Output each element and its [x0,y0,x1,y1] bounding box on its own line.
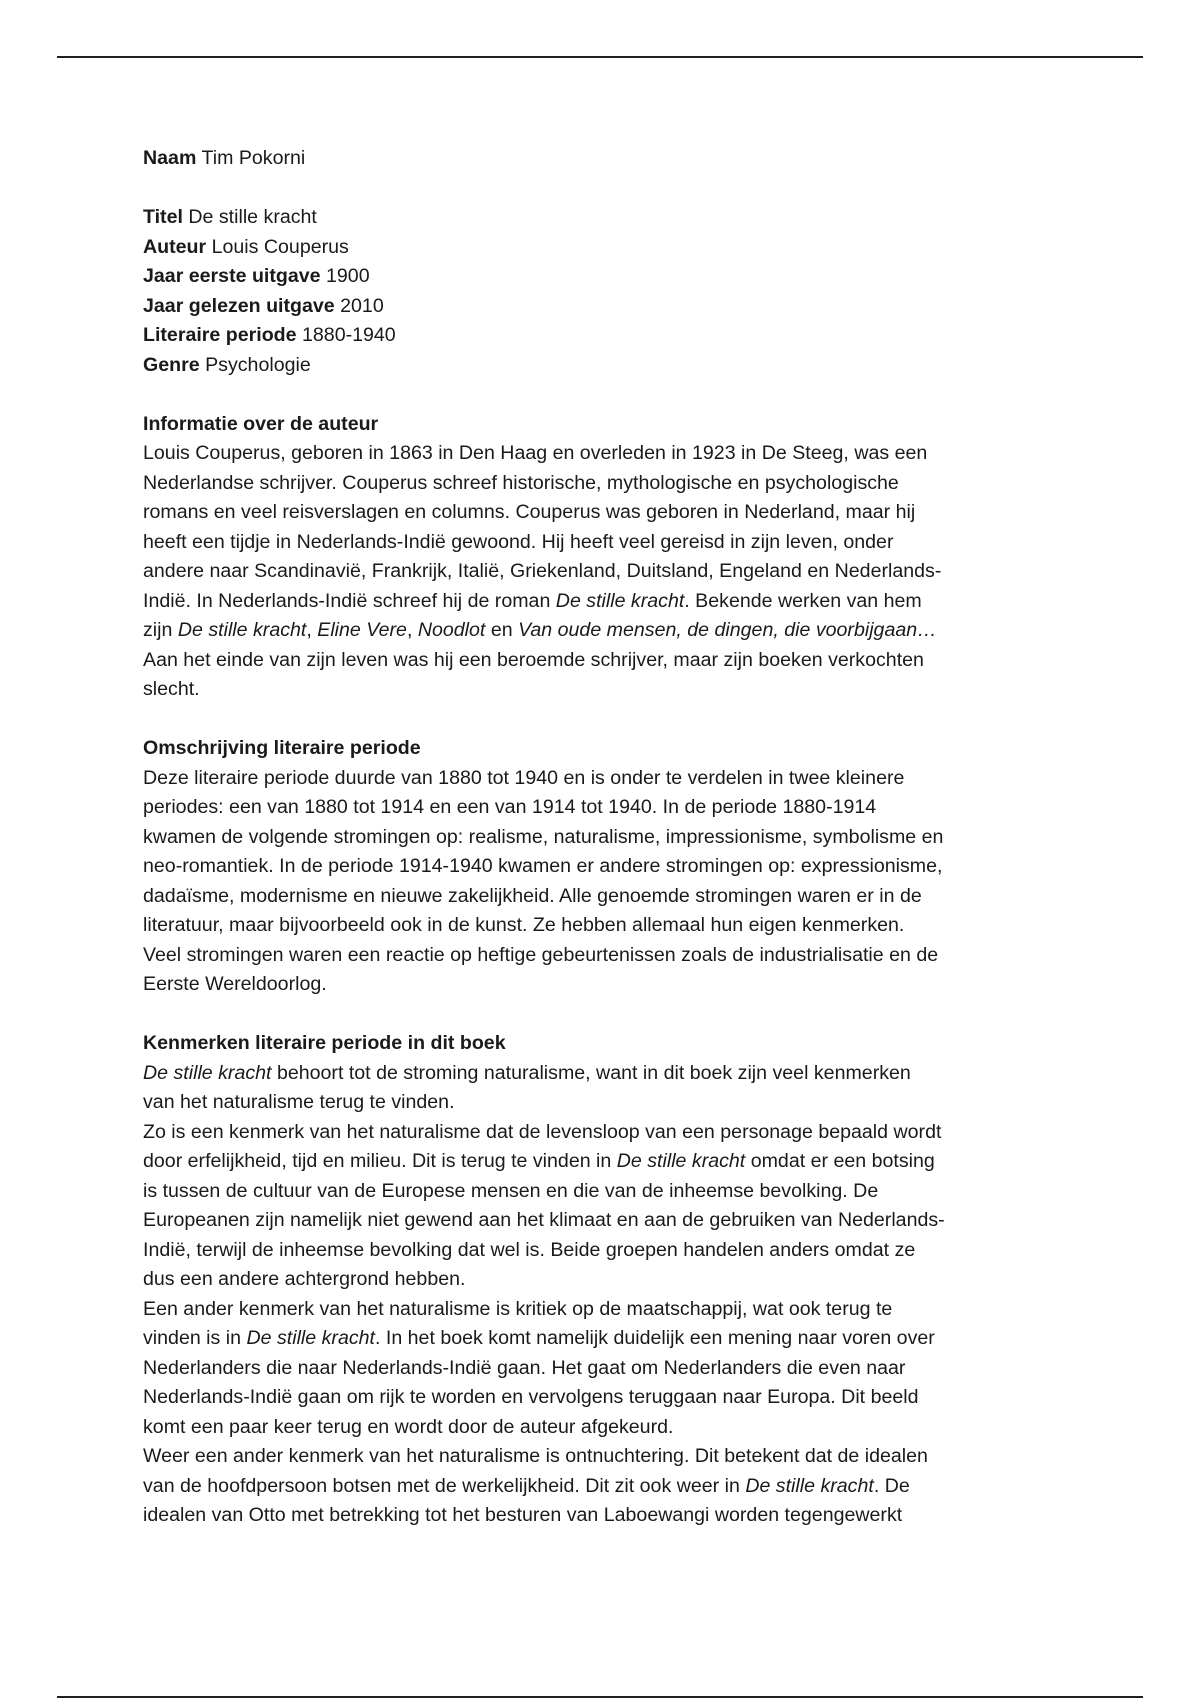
meta-value: De stille kracht [188,206,317,228]
meta-row-genre [143,351,1073,381]
book-title: De stille kracht [745,1474,874,1497]
book-title: De stille kracht [616,1150,746,1172]
paragraph-line: dadaïsme, modernisme en nieuwe zakelijkheid. Alle genoemde stromingen waren er in de [143,884,922,907]
spacer [143,174,1073,204]
paragraph-line: Weer een ander kenmerk van het naturalisme is ontnuchtering. Dit betekent dat de idealen [143,1445,928,1467]
text-run: en [485,619,519,641]
section-heading: Kenmerken literaire periode in dit boek [143,1032,506,1054]
paragraph-line: kwamen de volgende stromingen op: realisme, naturalisme, impressionisme, symbolisme en [143,825,944,848]
paragraph-line [143,1147,1073,1177]
meta-value: Psychologie [205,353,311,376]
paragraph-line: Nederlanders die naar Nederlands-Indië gaan. Het gaat om Nederlanders die even naar [143,1356,906,1379]
paragraph-line: van het naturalisme terug te vinden. [143,1091,455,1113]
book-title: De stille kracht [177,619,307,641]
meta-row-jaar-gelezen [143,292,1073,322]
text-run: door erfelijkheid, tijd en milieu. Dit is terug te vinden in [143,1150,617,1172]
meta-value: 1900 [326,265,370,287]
meta-label: Titel [143,206,183,228]
bottom-rule [57,1696,1143,1698]
meta-label: Literaire periode [143,324,297,346]
paragraph-line: andere naar Scandinavië, Frankrijk, Italië, Griekenland, Duitsland, Engeland en Nederlands- [143,560,942,582]
book-title: Noodlot [417,619,486,641]
text-run: , [306,619,318,641]
text-run: van de hoofdpersoon botsen met de werkelijkheid. Dit zit ook weer in [143,1474,746,1497]
text-run: . De [873,1474,910,1497]
paragraph-line: Nederlands-Indië gaan om rijk te worden en vervolgens teruggaan naar Europa. Dit beeld [143,1386,919,1408]
paragraph-line: Een ander kenmerk van het naturalisme is kritiek op de maatschappij, wat ook terug te [143,1297,893,1320]
paragraph-line: Aan het einde van zijn leven was hij een beroemde schrijver, maar zijn boeken verkochten [143,648,924,671]
paragraph-line: romans en veel reisverslagen en columns. Couperus was geboren in Nederland, maar hij [143,501,916,523]
top-rule [57,56,1143,58]
paragraph-line: idealen van Otto met betrekking tot het besturen van Laboewangi worden tegengewerkt [143,1504,903,1526]
naam-line [143,144,1073,174]
paragraph-line: Deze literaire periode duurde van 1880 tot 1940 en is onder te verdelen in twee kleinere [143,766,905,789]
naam-value: Tim Pokorni [201,147,306,169]
text-run: . In het boek komt namelijk duidelijk een mening naar voren over [374,1327,935,1349]
meta-block [143,203,1073,380]
paragraph-line: is tussen de cultuur van de Europese mensen en die van de inheemse bevolking. De [143,1179,879,1202]
meta-row-titel [143,203,1073,233]
paragraph-line [143,587,1073,617]
paragraph-line: Nederlandse schrijver. Couperus schreef historische, mythologische en psychologische [143,471,899,494]
meta-label: Jaar gelezen uitgave [143,294,335,317]
text-run: behoort tot de stroming naturalisme, want in dit boek zijn veel kenmerken [271,1061,911,1084]
paragraph-line: Europeanen zijn namelijk niet gewend aan het klimaat en aan de gebruiken van Nederlands- [143,1209,945,1231]
paragraph-line: slecht. [143,678,200,700]
text-run: , [406,619,418,641]
spacer [143,380,1073,410]
meta-label: Genre [143,353,200,376]
paragraph-line [143,1472,1073,1502]
meta-row-auteur [143,233,1073,263]
text-run: . Bekende werken van hem [684,589,922,612]
paragraph-line: Indië, terwijl de inheemse bevolking dat wel is. Beide groepen handelen anders omdat ze [143,1238,916,1261]
paragraph-line: periodes: een van 1880 tot 1914 en een van 1914 tot 1940. In de periode 1880-1914 [143,796,877,818]
section-heading: Informatie over de auteur [143,412,379,435]
meta-row-literaire-periode [143,321,1073,351]
meta-row-jaar-eerste [143,262,1073,292]
text-run: zijn [143,619,178,641]
meta-label: Jaar eerste uitgave [143,265,321,287]
text-run: omdat er een botsing [745,1150,935,1172]
section-auteur [143,410,1073,705]
paragraph-line: Veel stromingen waren een reactie op heftige gebeurtenissen zoals de industrialisatie en de [143,943,939,966]
book-title: De stille kracht [246,1327,375,1349]
spacer [143,1000,1073,1030]
section-heading: Omschrijving literaire periode [143,737,421,759]
paragraph-line: heeft een tijdje in Nederlands-Indië gewoond. Hij heeft veel gereisd in zijn leven, onder [143,530,894,553]
meta-label: Auteur [143,235,207,258]
paragraph-line [143,1324,1073,1354]
paragraph-line: Louis Couperus, geboren in 1863 in Den Haag en overleden in 1923 in De Steeg, was een [143,442,928,464]
meta-value: Louis Couperus [211,235,349,258]
book-title: De stille kracht [143,1061,272,1084]
book-title: Van oude mensen, de dingen, die voorbijgaan… [518,619,937,641]
paragraph-line: dus een andere achtergrond hebben. [143,1268,466,1290]
text-run: Indië. In Nederlands-Indië schreef hij de roman [143,589,556,612]
meta-value: 1880-1940 [302,324,396,346]
paragraph-line: neo-romantiek. In de periode 1914-1940 kwamen er andere stromingen op: expressionisme, [143,855,943,877]
section-periode [143,734,1073,1000]
section-kenmerken [143,1029,1073,1531]
naam-label: Naam [143,147,197,169]
paragraph-line: Eerste Wereldoorlog. [143,973,327,995]
book-title: Eline Vere [317,619,407,641]
paragraph-line [143,616,1073,646]
paragraph-line [143,1059,1073,1089]
book-title: De stille kracht [555,589,685,612]
paragraph-line: Zo is een kenmerk van het naturalisme dat de levensloop van een personage bepaald wordt [143,1120,942,1143]
text-run: vinden is in [143,1327,247,1349]
paragraph-line: komt een paar keer terug en wordt door de auteur afgekeurd. [143,1415,674,1438]
paragraph-line: literatuur, maar bijvoorbeeld ook in de kunst. Ze hebben allemaal hun eigen kenmerken. [143,914,905,936]
document-body [143,144,1073,1531]
spacer [143,705,1073,735]
meta-value: 2010 [340,294,384,317]
